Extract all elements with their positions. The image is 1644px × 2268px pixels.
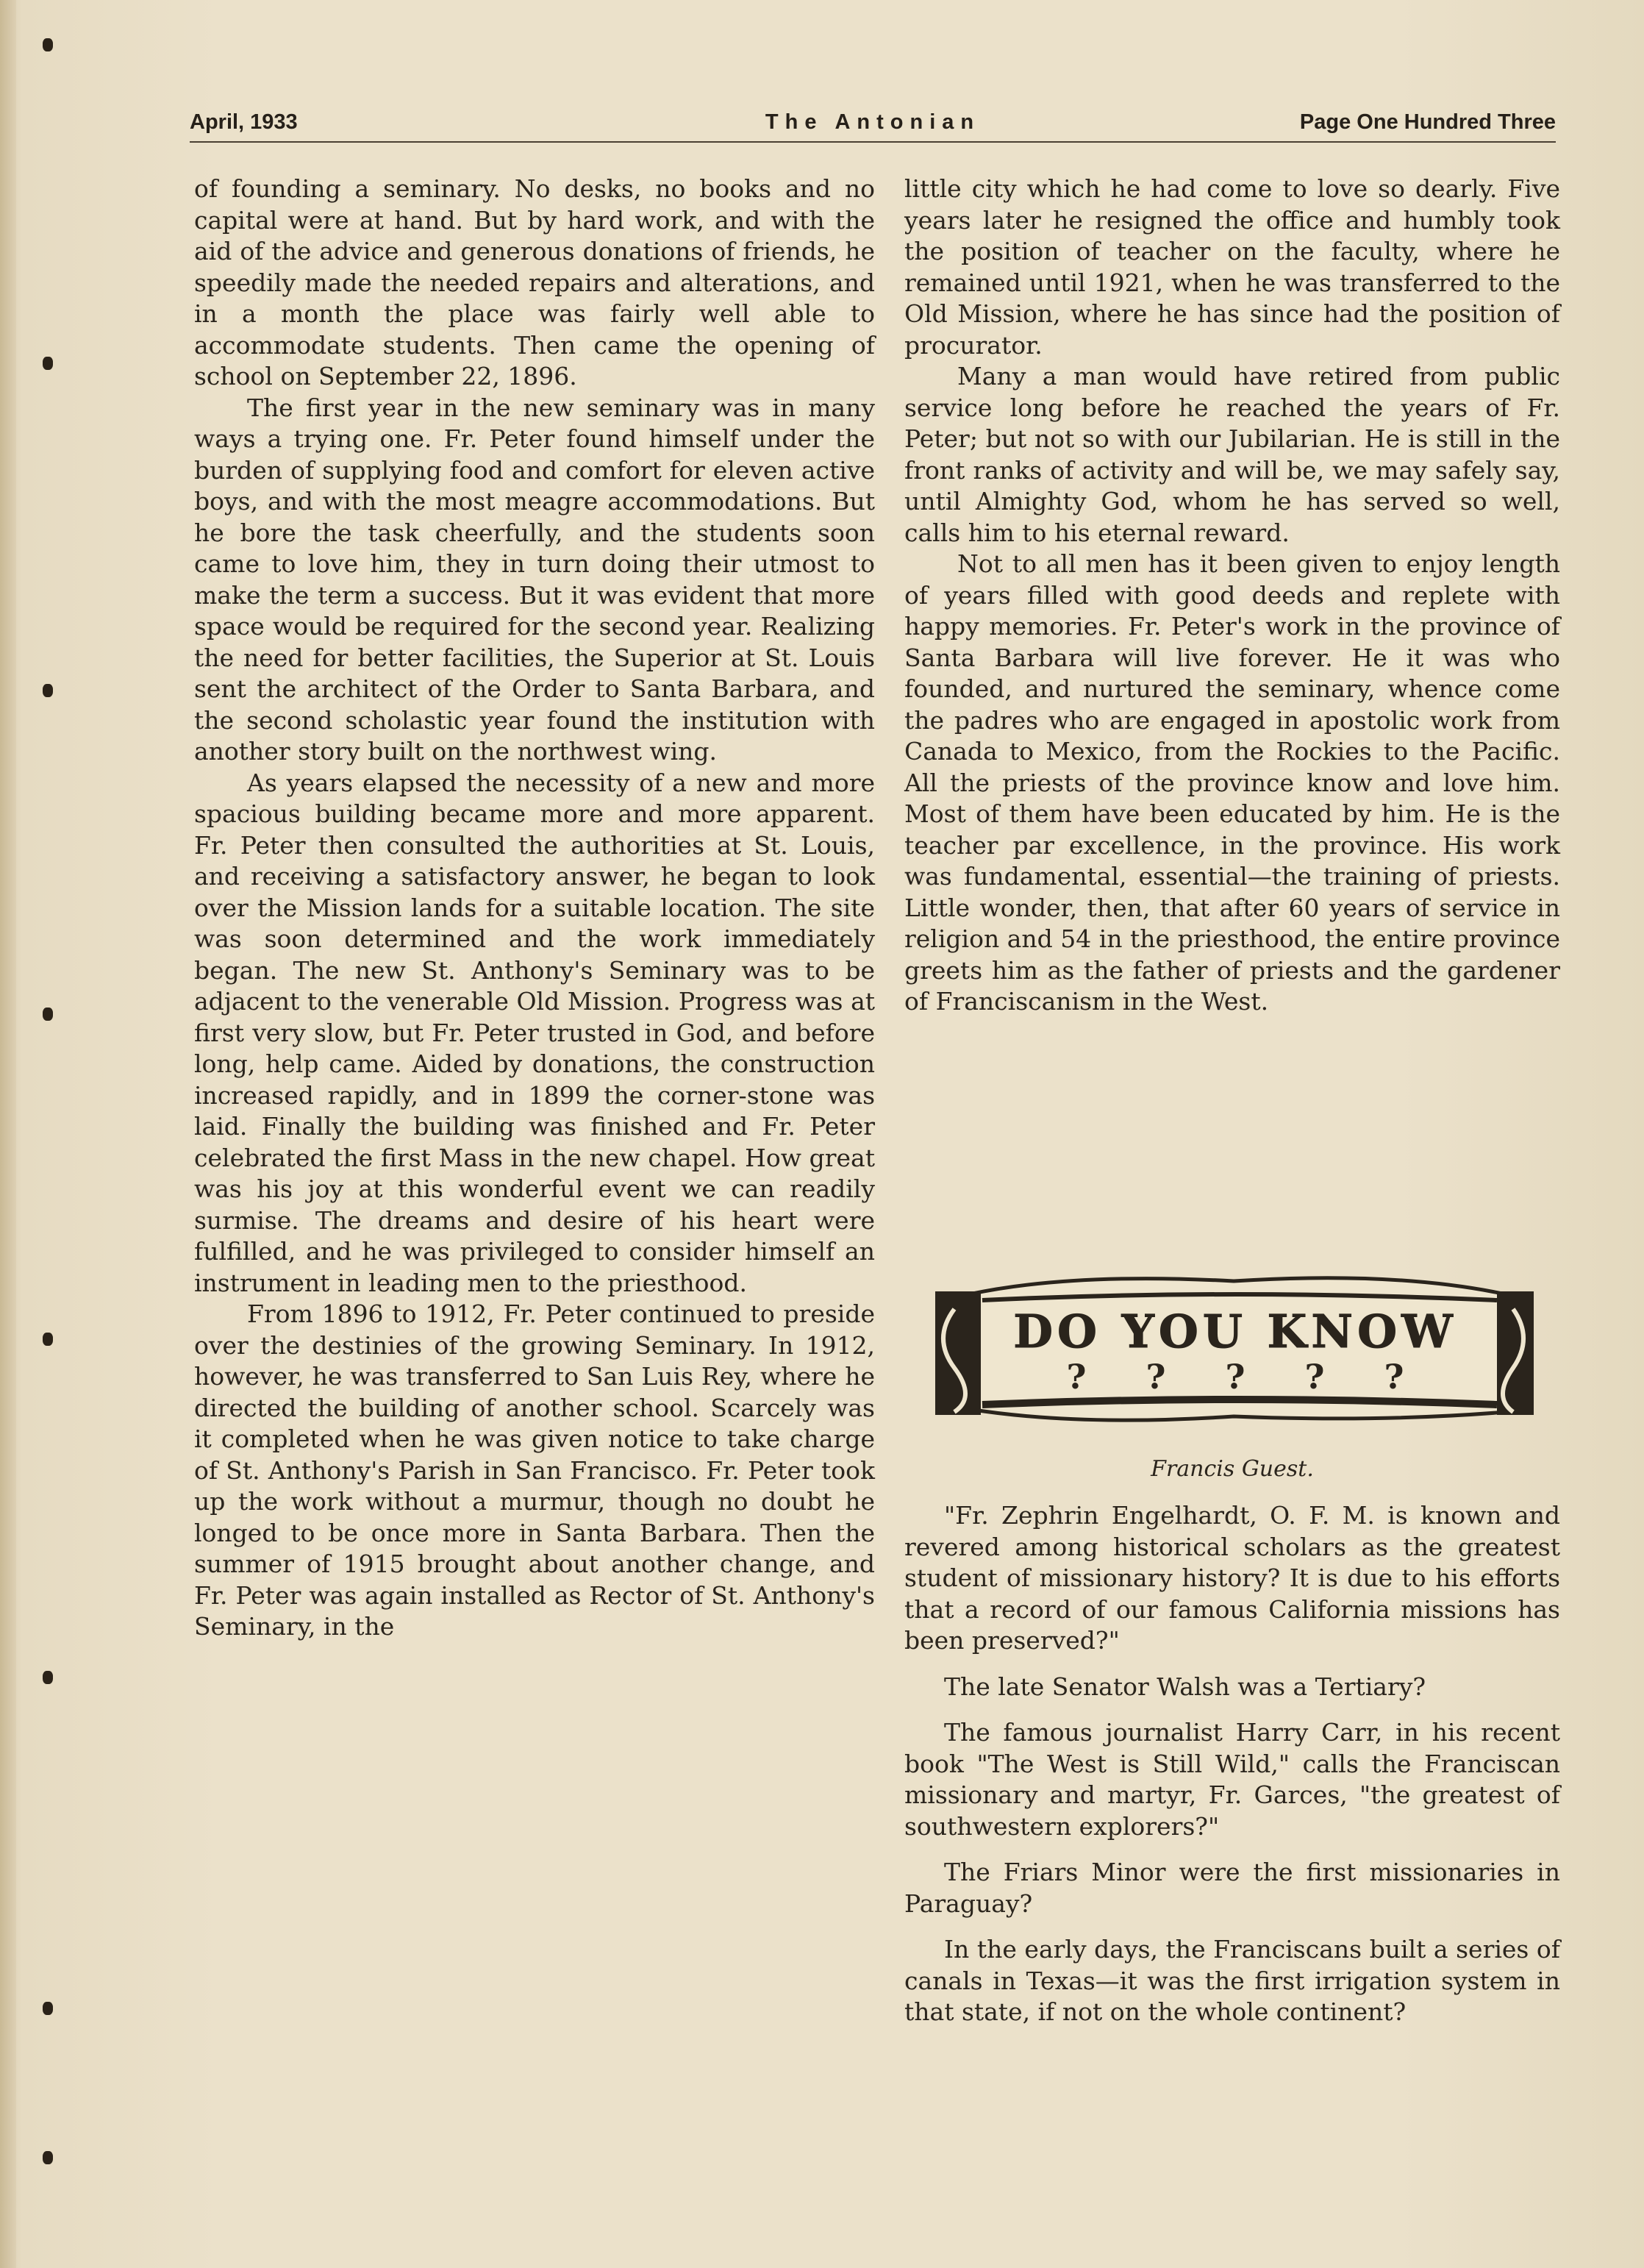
header-publication: The Antonian bbox=[765, 110, 981, 134]
binding-hole bbox=[43, 2002, 53, 2015]
binding-hole bbox=[43, 1333, 53, 1346]
paragraph: From 1896 to 1912, Fr. Peter continued to preside over the destinies of the growing Seminary. In 1912, however, he was transferred to San Luis Rey, where he directed the building of another school. Scarcely was it completed when he was given notice to take charge of St. Anthony's Parish in San Francisco. Fr. Peter took up the work without a murmur, though no doubt he longed to be once more in Santa Barbara. Then the summer of 1915 brought about another change, and Fr. Peter was again installed as Rector of St. Anthony's Seminary, in the bbox=[194, 1299, 875, 1641]
article-column-right bbox=[904, 174, 1560, 1018]
paragraph: little city which he had come to love so dearly. Five years later he resigned the office and humbly took the position of teacher on the faculty, where he remained until 1921, when he was transferred to the Old Mission, where he has since had the position of procurator. bbox=[904, 174, 1560, 360]
paragraph: The first year in the new seminary was in many ways a trying one. Fr. Peter found himself under the burden of supplying food and comfort for eleven active boys, and with the most meagre accommodations. But he bore the task cheerfully, and the students soon came to love him, they in turn doing their utmost to make the term a success. But it was evident that more space would be required for the second year. Realizing the need for better facilities, the Superior at St. Louis sent the architect of the Order to Santa Barbara, and the second scholastic year found the institution with another story built on the northwest wing. bbox=[194, 393, 875, 766]
do-you-know-banner bbox=[925, 1265, 1545, 1434]
question-item: The Friars Minor were the first missionaries in Paraguay? bbox=[904, 1858, 1560, 1918]
header-date: April, 1933 bbox=[190, 110, 298, 134]
binding-hole bbox=[43, 2151, 53, 2164]
question-mark: ? bbox=[1384, 1357, 1404, 1397]
question-item: "Fr. Zephrin Engelhardt, O. F. M. is known and revered among historical scholars as the greatest student of missionary history? It is due to his efforts that a record of our famous California missions has been preserved?" bbox=[904, 1501, 1560, 1655]
question-mark: ? bbox=[1066, 1357, 1087, 1397]
banner-title: DO YOU KNOW bbox=[1013, 1305, 1457, 1358]
paragraph: of founding a seminary. No desks, no books and no capital were at hand. But by hard work, and with the aid of the advice and generous donations of friends, he speedily made the needed repairs and alterations, and in a month the place was fairly well able to accommodate students. Then came the opening of school on September 22, 1896. bbox=[194, 174, 875, 391]
question-item: In the early days, the Franciscans built a series of canals in Texas—it was the first irrigation system in that state, if not on the whole continent? bbox=[904, 1935, 1560, 2026]
binding-hole bbox=[43, 684, 53, 697]
question-mark: ? bbox=[1146, 1357, 1166, 1397]
question-mark: ? bbox=[1225, 1357, 1245, 1397]
byline: Francis Guest. bbox=[1151, 1456, 1314, 1482]
question-item: The late Senator Walsh was a Tertiary? bbox=[944, 1672, 1426, 1701]
binding-hole bbox=[43, 38, 53, 51]
header-page-number: Page One Hundred Three bbox=[1299, 110, 1556, 134]
question-item: The famous journalist Harry Carr, in his recent book "The West is Still Wild," calls the Franciscan missionary and martyr, Fr. Garces, "the greatest of southwestern explorers?" bbox=[904, 1718, 1560, 1841]
paragraph: As years elapsed the necessity of a new and more spacious building became more and more apparent. Fr. Peter then consulted the authorities at St. Louis, and receiving a satisfactory answer, he began to look over the Mission lands for a suitable location. The site was soon determined and the work immediately began. The new St. Anthony's Seminary was to be adjacent to the venerable Old Mission. Progress was at first very slow, but Fr. Peter trusted in God, and before long, help came. Aided by donations, the construction increased rapidly, and in 1899 the corner-stone was laid. Finally the building was finished and Fr. Peter celebrated the first Mass in the new chapel. How great was his joy at this wonderful event we can readily surmise. The dreams and desire of his heart were fulfilled, and he was privileged to consider himself an instrument in leading men to the priesthood. bbox=[194, 768, 875, 1297]
banner-left-post bbox=[935, 1291, 981, 1415]
running-header bbox=[190, 110, 1556, 140]
paragraph: Many a man would have retired from public service long before he reached the years of Fr. Peter; but not so with our Jubilarian. He is still in the front ranks of activity and will be, we may safely say, until Almighty God, whom he has served so well, calls him to his eternal reward. bbox=[904, 362, 1560, 547]
binding-hole bbox=[43, 1671, 53, 1684]
header-rule bbox=[190, 141, 1556, 143]
do-you-know-items bbox=[904, 1500, 1560, 2043]
question-mark: ? bbox=[1304, 1357, 1325, 1397]
paragraph: Not to all men has it been given to enjoy length of years filled with good deeds and replete with happy memories. Fr. Peter's work in the province of Santa Barbara will live forever. He it was who founded, and nurtured the seminary, whence come the padres who are engaged in apostolic work from Canada to Mexico, from the Rockies to the Pacific. All the priests of the province know and love him. Most of them have been educated by him. He is the teacher par excellence, in the province. His work was fundamental, essential—the training of priests. Little wonder, then, that after 60 years of service in religion and 54 in the priesthood, the entire province greets him as the father of priests and the gardener of Franciscanism in the West. bbox=[904, 549, 1560, 1016]
article-column-left bbox=[194, 174, 875, 1643]
binding-hole bbox=[43, 357, 53, 370]
binding-hole bbox=[43, 1008, 53, 1021]
paper-edge bbox=[0, 0, 16, 2268]
